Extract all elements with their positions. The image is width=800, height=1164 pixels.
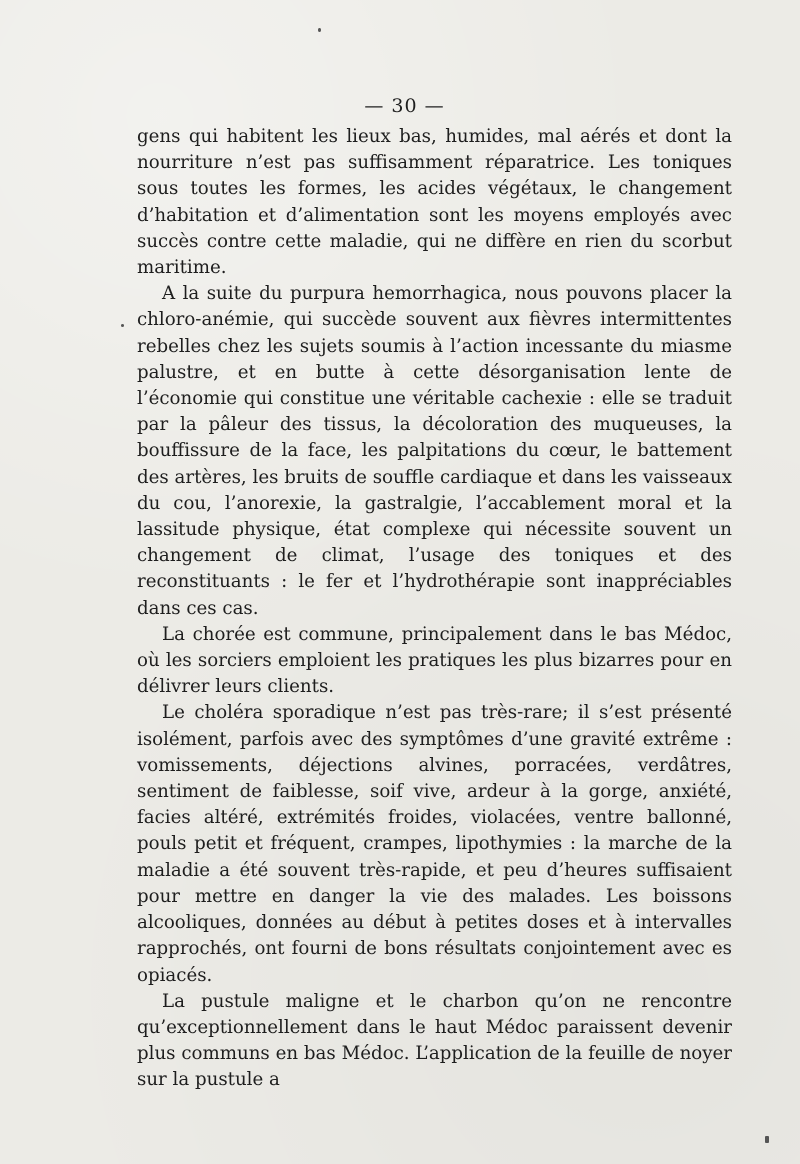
body-text bbox=[137, 124, 732, 1094]
paragraph-scurvy-continued: gens qui habitent les lieux bas, humides, mal aérés et dont la nourriture n’est pas suffisamment réparatrice. Les toniques sous toutes les formes, les acides végétaux, le changement d’habitation et d’alimentation sont les moyens employés avec succès contre cette maladie, qui ne diffère en rien du scorbut maritime. bbox=[137, 126, 732, 279]
paragraph-cholera: Le choléra sporadique n’est pas très-rare; il s’est présenté isolément, parfois avec des symptômes d’une gravité extrême : vomissements, déjections alvines, porracées, verdâtres, sentiment de faiblesse, soif vive, ardeur à la gorge, anxiété, facies altéré, extrémités froides, violacées, ventre ballonné, pouls petit et fréquent, crampes, lipothymies : la marche de la maladie a été souvent très-rapide, et peu d’heures suffisaient pour mettre en danger la vie des malades. Les boissons alcooliques, données au début à petites doses et à intervalles rapprochés, ont fourni de bons résultats conjointement avec es opiacés. bbox=[137, 702, 732, 986]
page-number: — 30 — bbox=[364, 95, 445, 117]
paper-speck bbox=[318, 28, 321, 32]
paper-speck bbox=[121, 324, 124, 327]
paragraph-chorea: La chorée est commune, principalement dans le bas Médoc, où les sorciers emploient les pratiques les plus bizarres pour en délivrer leurs clients. bbox=[137, 623, 732, 698]
paper-speck bbox=[765, 1136, 769, 1143]
paragraph-chloro-anemia: A la suite du purpura hemorrhagica, nous pouvons placer la chloro-anémie, qui succède souvent aux fièvres intermittentes rebelles chez les sujets soumis à l’action incessante du miasme palustre, et en butte à cette désorganisation lente de l’économie qui constitue une véritable cachexie : elle se traduit par la pâleur des tissus, la décoloration des muqueuses, la bouffissure de la face, les palpitations du cœur, le battement des artères, les bruits de souffle cardiaque et dans les vaisseaux du cou, l’anorexie, la gastralgie, l’accablement moral et la lassitude physique, état complexe qui nécessite souvent un changement de climat, l’usage des toniques et des reconstituants : le fer et l’hydrothérapie sont inappréciables dans ces cas. bbox=[137, 283, 732, 619]
paragraph-malignant-pustule: La pustule maligne et le charbon qu’on ne rencontre qu’exceptionnellement dans le haut Médoc paraissent devenir plus communs en bas Médoc. L’application de la feuille de noyer sur la pustule a bbox=[137, 990, 732, 1091]
